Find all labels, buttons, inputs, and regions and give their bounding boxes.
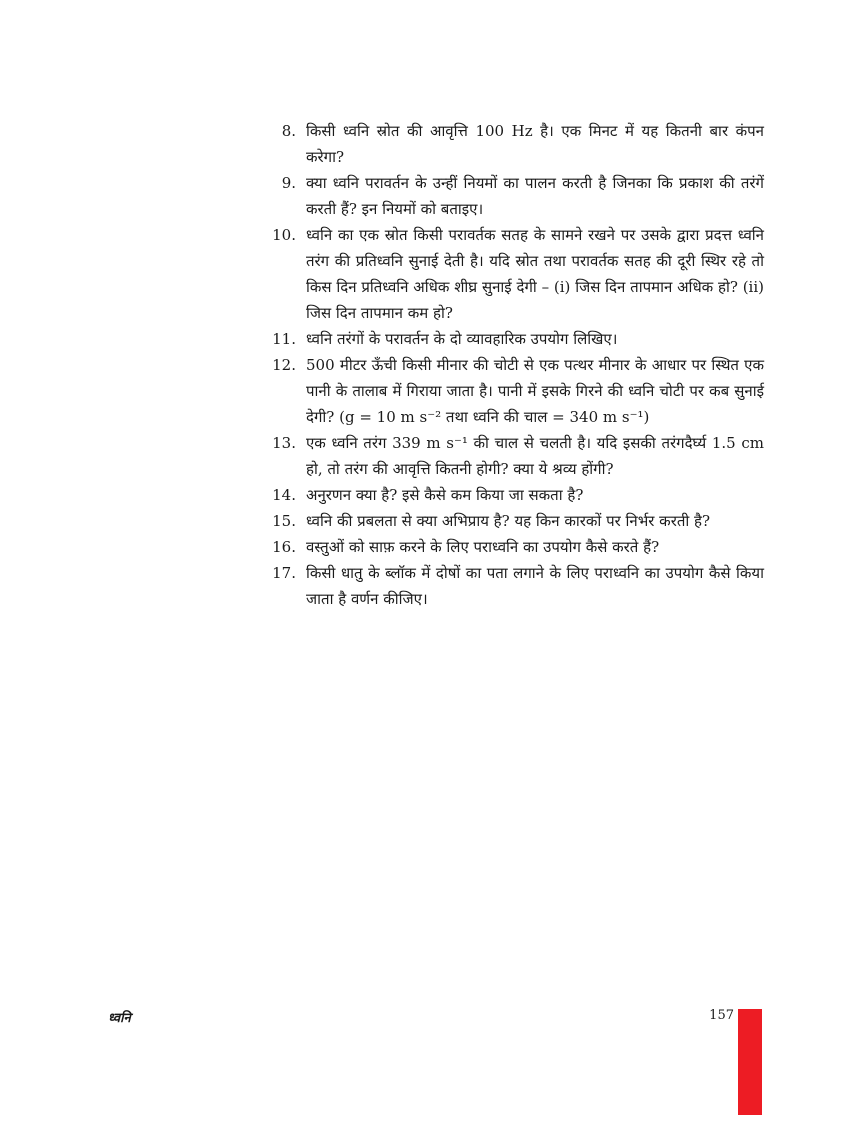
question-text: किसी धातु के ब्लॉक में दोषों का पता लगाने के लिए पराध्वनि का उपयोग कैसे किया जाता है वर्णन कीजिए। <box>306 564 764 608</box>
question-text: वस्तुओं को साफ़ करने के लिए पराध्वनि का उपयोग कैसे करते हैं? <box>306 538 660 556</box>
question-item <box>262 352 764 430</box>
page-edge-bar <box>738 1009 762 1115</box>
question-text: ध्वनि की प्रबलता से क्या अभिप्राय है? यह किन कारकों पर निर्भर करती है? <box>306 512 711 530</box>
question-number: 12. <box>272 356 296 374</box>
question-text: अनुरणन क्या है? इसे कैसे कम किया जा सकता है? <box>306 486 584 504</box>
question-item <box>262 430 764 482</box>
question-text: ध्वनि का एक स्रोत किसी परावर्तक सतह के सामने रखने पर उसके द्वारा प्रदत्त ध्वनि तरंग की प्रतिध्वनि सुनाई देती है। यदि स्रोत तथा परावर्तक सतह की दूरी स्थिर रहे तो किस दिन प्रतिध्वनि अधिक शीघ्र सुनाई देगी – (i) जिस दिन तापमान अधिक हो? (ii) जिस दिन तापमान कम हो? <box>306 226 764 322</box>
question-text: किसी ध्वनि स्रोत की आवृत्ति 100 Hz है। एक मिनट में यह कितनी बार कंपन करेगा? <box>306 122 764 166</box>
question-text: एक ध्वनि तरंग 339 m s⁻¹ की चाल से चलती है। यदि इसकी तरंगदैर्घ्य 1.5 cm हो, तो तरंग की आवृत्ति कितनी होगी? क्या ये श्रव्य होंगी? <box>306 434 764 478</box>
question-number: 15. <box>272 512 296 530</box>
question-number: 13. <box>272 434 296 452</box>
question-number: 9. <box>281 174 296 192</box>
question-number: 10. <box>272 226 296 244</box>
question-item <box>262 482 764 508</box>
question-item <box>262 118 764 170</box>
question-text: 500 मीटर ऊँची किसी मीनार की चोटी से एक पत्थर मीनार के आधार पर स्थित एक पानी के तालाब में गिराया जाता है। पानी में इसके गिरने की ध्वनि चोटी पर कब सुनाई देगी? (g = 10 m s⁻² तथा ध्वनि की चाल = 340 m s⁻¹) <box>306 356 764 426</box>
question-number: 14. <box>272 486 296 504</box>
question-item <box>262 222 764 326</box>
question-item <box>262 508 764 534</box>
question-item <box>262 326 764 352</box>
question-number: 8. <box>281 122 296 140</box>
question-number: 11. <box>272 330 296 348</box>
page-number: 157 <box>709 1008 734 1023</box>
question-text: क्या ध्वनि परावर्तन के उन्हीं नियमों का पालन करती है जिनका कि प्रकाश की तरंगें करती हैं? इन नियमों को बताइए। <box>306 174 764 218</box>
question-number: 16. <box>272 538 296 556</box>
question-item <box>262 534 764 560</box>
question-number: 17. <box>272 564 296 582</box>
chapter-title: ध्वनि <box>108 1011 131 1026</box>
question-list <box>262 118 764 612</box>
question-item <box>262 170 764 222</box>
question-text: ध्वनि तरंगों के परावर्तन के दो व्यावहारिक उपयोग लिखिए। <box>306 330 618 348</box>
question-item <box>262 560 764 612</box>
